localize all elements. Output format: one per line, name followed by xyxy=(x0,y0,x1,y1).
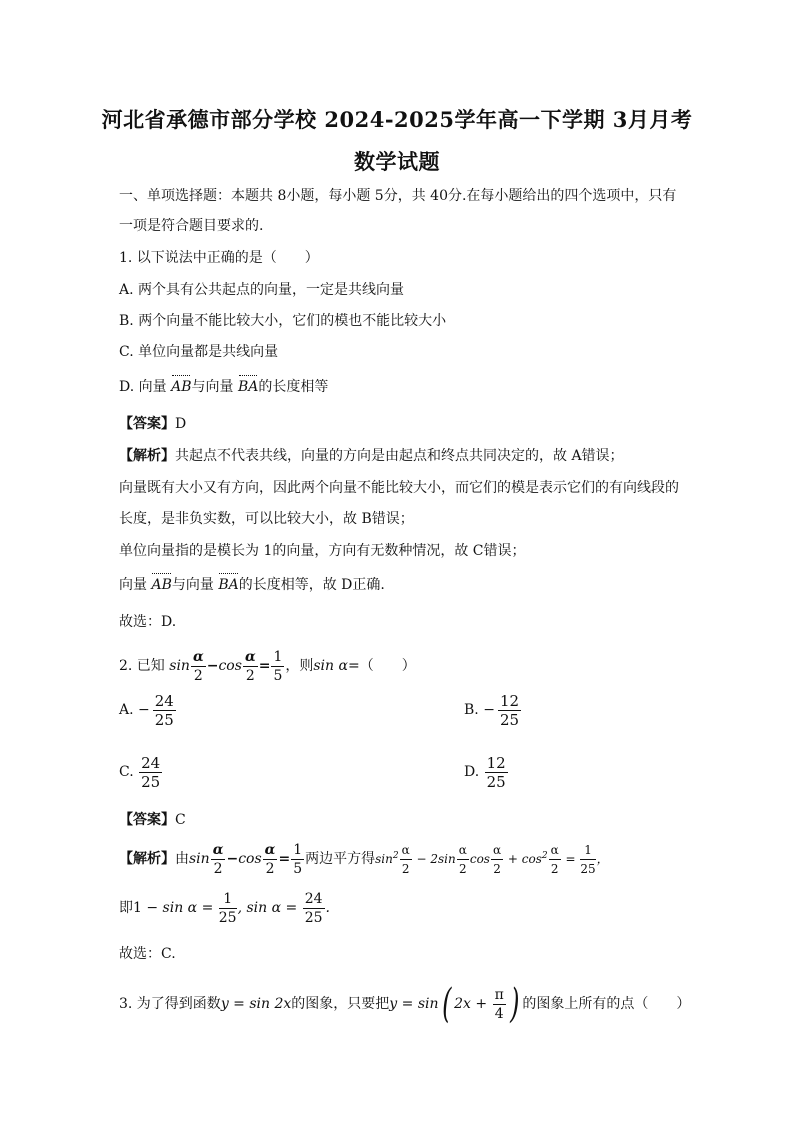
vector-ba: BA xyxy=(218,577,239,593)
q2-opt-d-den: 25 xyxy=(486,772,506,791)
q2-equation: sin $\frac{\alpha}{2}$ −cos $\frac{\alpha}{2}$ = $\frac{1}{5}$ xyxy=(169,648,283,684)
q2-answer xyxy=(119,810,186,830)
q2-opt-a-num: 24 xyxy=(154,691,174,710)
q1-analysis-5 xyxy=(119,575,385,595)
q1-stem: 1. 以下说法中正确的是（ ） xyxy=(119,250,319,266)
analysis5-prefix: 向量 xyxy=(119,577,152,593)
q1-answer xyxy=(119,414,186,434)
q2-option-a: A. − $\frac{24}{25}$ xyxy=(119,691,174,729)
q2-opt-c-num: 24 xyxy=(141,753,161,772)
analysis-text: 共起点不代表共线，向量的方向是由起点和终点共同决定的，故 A错误； xyxy=(175,448,624,464)
vector-ab: AB xyxy=(171,379,192,395)
q3-func2: y = sin( 2x + $\frac{\pi}{4}$ ) xyxy=(389,981,520,1027)
q2-option-d xyxy=(464,752,509,792)
q1-analysis-2: 向量既有大小又有方向，因此两个向量不能比较大小，而它们的模是表示它们的有向线段的 xyxy=(119,480,679,496)
q1-option-d xyxy=(119,377,328,397)
q1-choose: 故选：D. xyxy=(119,614,177,630)
vector-ba: BA xyxy=(237,379,259,395)
q3-stem xyxy=(119,982,690,1026)
q2-analysis-eq2: $\sin^2$ $\frac{\alpha}{2}$ − 2sin $\frac{\alpha}{2}$ cos $\frac{\alpha}{2}$ + $\cos^2$ $\frac{\alpha}{2}$ = $\frac{1}{25}$ ， xyxy=(375,843,609,876)
analysis5-suffix: 的长度相等，故 D正确. xyxy=(238,577,385,593)
q2-opt-b-den: 25 xyxy=(499,710,520,729)
page-subtitle: 数学试题 xyxy=(354,149,440,174)
q2-opt-a-den: 25 xyxy=(154,710,174,729)
q2-opt-c-den: 25 xyxy=(141,772,161,791)
q1-option-a: A. 两个具有公共起点的向量，一定是共线向量 xyxy=(119,282,405,298)
answer-value: D xyxy=(175,416,187,432)
q2-choose: 故选：C. xyxy=(119,946,176,962)
q1-d-mid: 与向量 xyxy=(191,379,238,395)
section-instruction-line2: 一项是符合题目要求的. xyxy=(119,218,264,234)
q1-d-suffix: 的长度相等 xyxy=(258,379,329,395)
q3-stem-mid: 的图象，只要把 xyxy=(291,996,390,1012)
vector-ab: AB xyxy=(151,577,172,593)
q2-option-b: B. − $\frac{12}{25}$ xyxy=(464,691,520,729)
q1-option-c: C. 单位向量都是共线向量 xyxy=(119,344,279,360)
q2-opt-d-label: D. xyxy=(464,764,480,780)
q2-analysis-2 xyxy=(119,888,330,928)
q2-analysis-text2: 两边平方得 xyxy=(305,851,376,867)
q3-func1: y = sin 2x xyxy=(220,996,292,1012)
q1-analysis-4: 单位向量指的是模长为 1的向量，方向有无数种情况，故 C错误； xyxy=(119,543,526,559)
page-title: 河北省承德市部分学校 2024-2025学年高一下学期 3月月考 xyxy=(101,107,693,132)
q2-analysis-eq3: 1 − sin α = $\frac{1}{25}$ , sin α = $\frac{24}{25}$ . xyxy=(133,890,330,926)
q2-stem-suffix: ，则 xyxy=(285,658,314,674)
q2-stem xyxy=(119,646,416,686)
q2-opt-b-label: B. xyxy=(464,702,479,718)
q3-stem-prefix: 3. 为了得到函数 xyxy=(119,996,221,1012)
q2-analysis-eq1: sin $\frac{\alpha}{2}$ −cos $\frac{\alpha}{2}$ = $\frac{1}{5}$ xyxy=(189,841,303,877)
q2-stem-prefix: 2. 已知 xyxy=(119,658,165,674)
q2-analysis-text1: 由 xyxy=(175,851,189,867)
q2-opt-a-label: A. xyxy=(119,702,134,718)
answer-label: 【答案】 xyxy=(119,812,175,828)
answer-value: C xyxy=(175,812,186,828)
q1-d-prefix: D. 向量 xyxy=(119,379,172,395)
q2-opt-c-label: C. xyxy=(119,764,134,780)
q2-sin-alpha: sin α xyxy=(313,658,348,674)
q1-analysis-3: 长度，是非负实数，可以比较大小，故 B错误； xyxy=(119,511,414,527)
analysis-label: 【解析】 xyxy=(119,851,175,867)
q2-analysis-line2-prefix: 即 xyxy=(119,900,133,916)
section-instruction-line1: 一、单项选择题：本题共 8小题，每小题 5分，共 40分.在每小题给出的四个选项中，只有 xyxy=(119,188,677,204)
q2-option-c xyxy=(119,752,163,792)
q3-stem-suffix: 的图象上所有的点（ ） xyxy=(522,996,691,1012)
q2-opt-d-num: 12 xyxy=(486,753,506,772)
q2-analysis-1 xyxy=(119,836,609,879)
q1-analysis-1 xyxy=(119,446,624,466)
answer-label: 【答案】 xyxy=(119,416,175,432)
q2-stem-end: =（ ） xyxy=(347,658,416,674)
q2-opt-b-num: 12 xyxy=(499,691,520,710)
analysis-label: 【解析】 xyxy=(119,448,175,464)
q1-option-b: B. 两个向量不能比较大小，它们的模也不能比较大小 xyxy=(119,313,447,329)
analysis5-mid: 与向量 xyxy=(171,577,219,593)
